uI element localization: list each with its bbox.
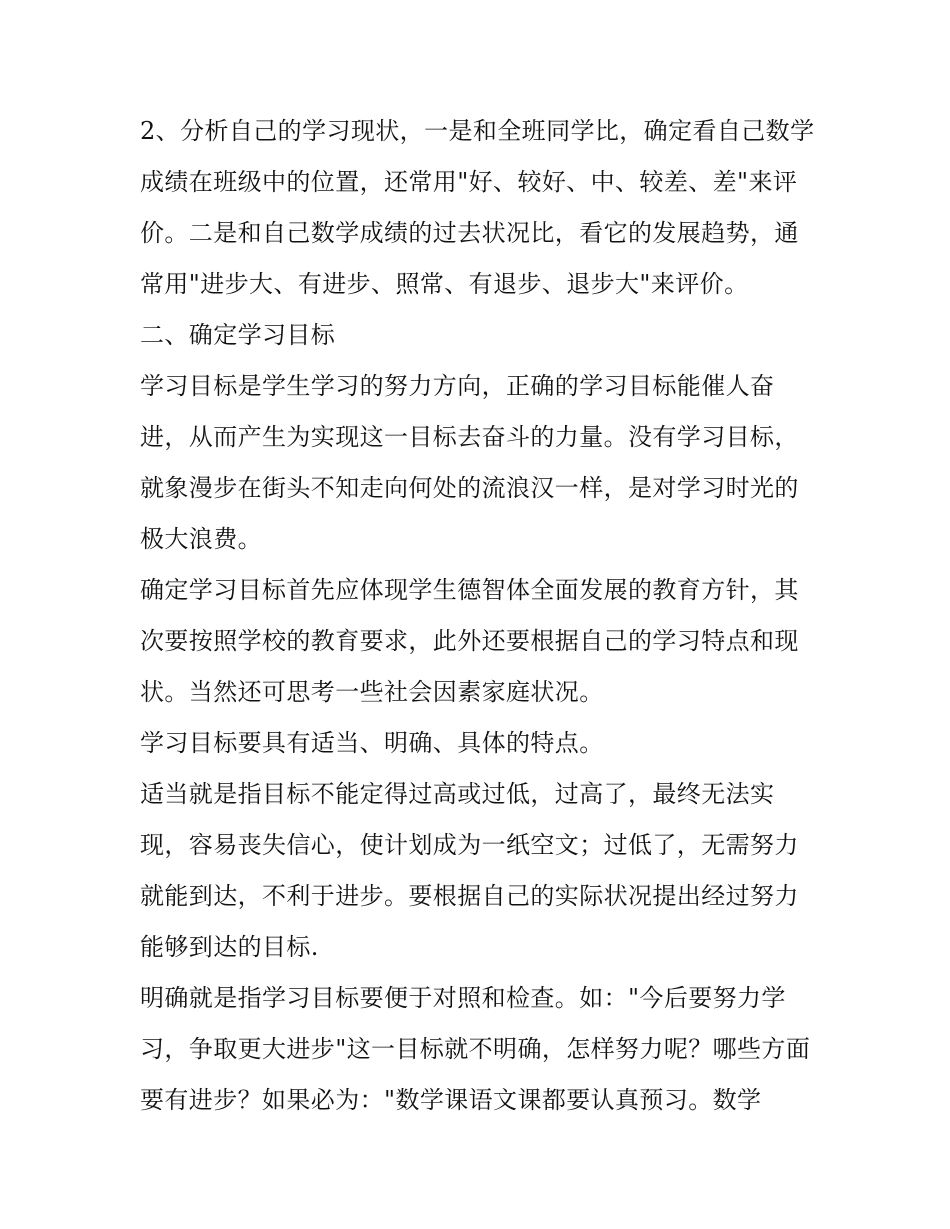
paragraph-goal-principles: 确定学习目标首先应体现学生德智体全面发展的教育方针，其次要按照学校的教育要求，此外还要根据自己的学习特点和现状。当然还可思考一些社会因素家庭状况。: [140, 576, 799, 706]
paragraph-self-assessment: 2、分析自己的学习现状，一是和全班同学比，确定看自己数学成绩在班级中的位置，还常用"好、较好、中、较差、差"来评价。二是和自己数学成绩的过去状况比，看它的发展趋势，通常用"进步大、有进步、照常、有退步、退步大"来评价。: [140, 117, 815, 298]
paragraph-clear-goals: 明确就是指学习目标要便于对照和检查。如："今后要努力学习，争取更大进步"这一目标就不明确，怎样努力呢？哪些方面要有进步？如果必为："数学课语文课都要认真预习。数学: [140, 984, 811, 1114]
paragraph-appropriate-goals: 适当就是指目标不能定得过高或过低，过高了，最终无法实现，容易丧失信心，使计划成为一纸空文；过低了，无需努力就能到达，不利于进步。要根据自己的实际状况提出经过努力能够到达的目标.: [140, 780, 799, 961]
section-heading-learning-goals: 二、确定学习目标: [140, 321, 336, 349]
document-body: [140, 106, 820, 1126]
paragraph-goal-importance: 学习目标是学生学习的努力方向，正确的学习目标能催人奋进，从而产生为实现这一目标去奋斗的力量。没有学习目标，就象漫步在街头不知走向何处的流浪汉一样，是对学习时光的极大浪费。: [140, 372, 799, 553]
paragraph-goal-features: 学习目标要具有适当、明确、具体的特点。: [140, 729, 604, 757]
